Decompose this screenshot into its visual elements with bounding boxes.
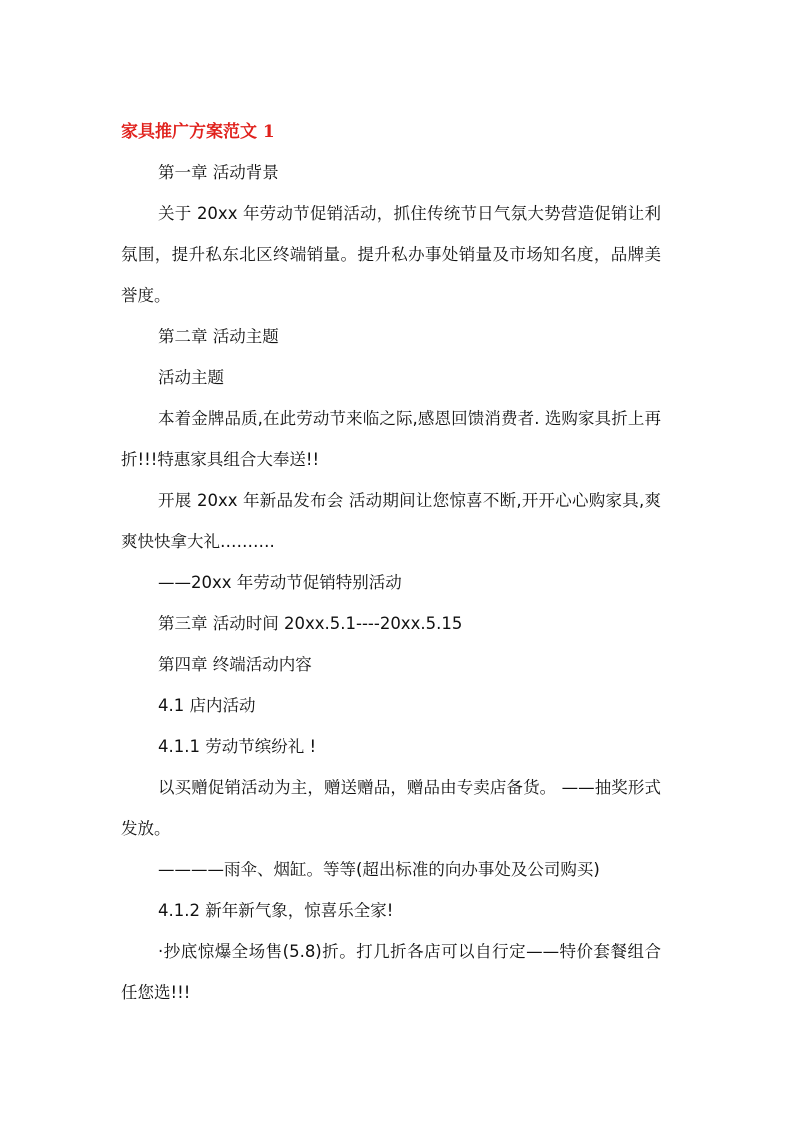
document-page: [121, 118, 661, 1013]
paragraph-theme-1: 本着金牌品质,在此劳动节来临之际,感恩回馈消费者. 选购家具折上再折!!!特惠家具组合大奉送!!: [121, 409, 661, 469]
paragraph-gifts: 以买赠促销活动为主，赠送赠品，赠品由专卖店备货。 ——抽奖形式发放。: [121, 778, 661, 838]
document-title: 家具推广方案范文 1: [121, 122, 275, 142]
section-4-1-2: 4.1.2 新年新气象，惊喜乐全家!: [158, 901, 394, 920]
heading-chapter-3: 第三章 活动时间 20xx.5.1----20xx.5.15: [158, 614, 463, 633]
paragraph-gift-items: ————雨伞、烟缸。等等(超出标准的向办事处及公司购买): [158, 860, 600, 879]
section-4-1-1: 4.1.1 劳动节缤纷礼 !: [158, 737, 317, 756]
heading-chapter-1: 第一章 活动背景: [158, 163, 279, 182]
subheading-theme: 活动主题: [158, 368, 224, 387]
paragraph-background: 关于 20xx 年劳动节促销活动，抓住传统节日气氛大势营造促销让利氛围，提升私东北区终端销量。提升私办事处销量及市场知名度，品牌美誉度。: [121, 204, 661, 305]
paragraph-discount: ·抄底惊爆全场售(5.8)折。打几折各店可以自行定——特价套餐组合任您选!!!: [121, 942, 661, 1002]
heading-chapter-2: 第二章 活动主题: [158, 327, 279, 346]
paragraph-theme-2: 开展 20xx 年新品发布会 活动期间让您惊喜不断,开开心心购家具,爽爽快快拿大礼……….: [121, 491, 661, 551]
paragraph-theme-3: ——20xx 年劳动节促销特别活动: [158, 573, 402, 592]
section-4-1: 4.1 店内活动: [158, 696, 256, 715]
heading-chapter-4: 第四章 终端活动内容: [158, 655, 312, 674]
